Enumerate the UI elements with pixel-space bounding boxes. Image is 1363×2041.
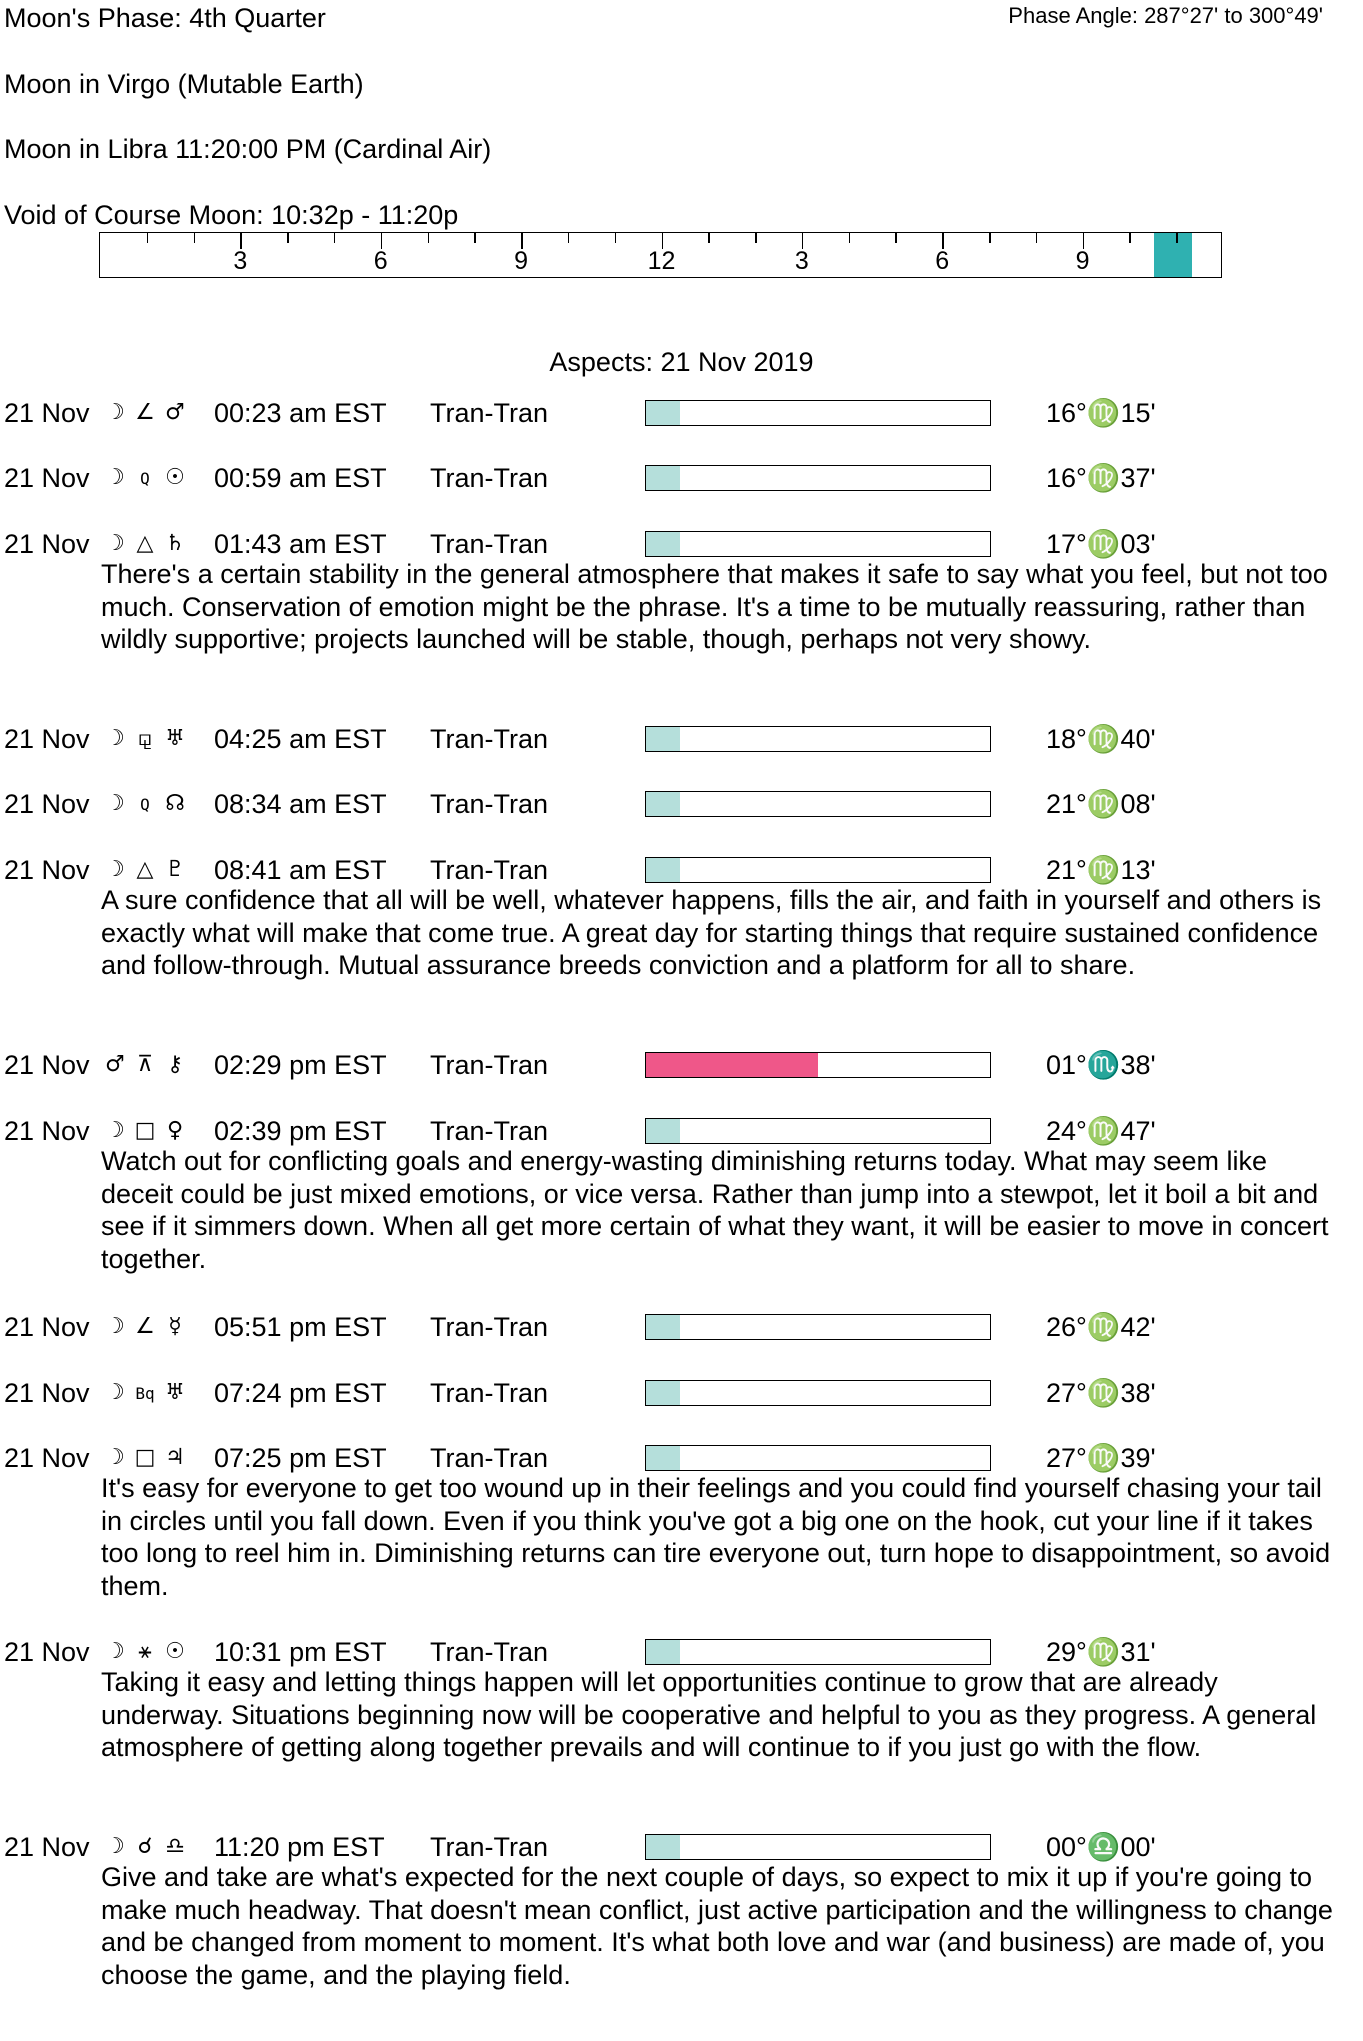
aspect-glyphs	[100, 527, 190, 561]
planet-2-icon: ☉	[165, 465, 185, 490]
aspect-time: 08:41 am EST	[214, 855, 387, 885]
moon-phase: Moon's Phase: 4th Quarter	[4, 3, 326, 33]
aspect-time: 00:23 am EST	[214, 398, 387, 428]
aspect-position: 18°♍40'	[1046, 724, 1156, 754]
timeline-tick	[895, 233, 897, 243]
aspect-position: 00°♎00'	[1046, 1832, 1156, 1862]
aspect-strength-bar	[645, 1118, 991, 1144]
moon-sign: Moon in Virgo (Mutable Earth)	[4, 69, 364, 99]
timeline-tick	[1129, 233, 1131, 243]
aspect-position: 24°♍47'	[1046, 1116, 1156, 1146]
aspect-strength-fill	[646, 532, 680, 556]
aspect-position: 27°♍39'	[1046, 1443, 1156, 1473]
aspect-icon: □	[134, 1118, 156, 1143]
aspect-description: Watch out for conflicting goals and energy-wasting diminishing returns today. What may seem like deceit could be just mixed emotions, or vice versa. Rather than jump into a stewpot, let it boil a bit and see if it simmers down. When all get more certain of what they want, it will be easier to move in concert together.	[101, 1146, 1329, 1275]
aspect-strength-bar	[645, 726, 991, 752]
aspect-strength-bar	[645, 1314, 991, 1340]
aspect-date: 21 Nov	[4, 1116, 90, 1146]
timeline-tick	[194, 233, 196, 243]
aspect-strength-bar	[645, 531, 991, 557]
planet-1-icon: ♂	[105, 1052, 125, 1077]
aspect-icon: ⚹	[138, 1639, 152, 1664]
aspect-type: Tran-Tran	[430, 789, 549, 819]
aspect-icon: Q	[140, 795, 150, 814]
aspect-type: Tran-Tran	[430, 529, 549, 559]
aspect-row	[0, 853, 1363, 887]
aspect-strength-bar	[645, 857, 991, 883]
planet-2-icon: ♀	[166, 1118, 184, 1143]
void-period-block	[1154, 233, 1191, 277]
planet-2-icon: ⚷	[166, 1052, 184, 1077]
aspect-glyphs	[100, 1441, 190, 1475]
aspect-glyphs	[100, 1376, 190, 1411]
timeline-tick	[755, 233, 757, 243]
aspect-strength-fill	[646, 466, 680, 490]
aspect-strength-bar	[645, 465, 991, 491]
timeline-tick-label: 3	[794, 247, 809, 275]
aspect-glyphs	[100, 396, 190, 430]
timeline-tick	[334, 233, 336, 243]
aspect-description: There's a certain stability in the general atmosphere that makes it safe to say what you feel, but not too much. Conservation of emotion might be the phrase. It's a time to be mutually reassuring, rather than wildly supportive; projects launched will be stable, though, perhaps not very showy.	[101, 559, 1328, 655]
aspect-time: 05:51 pm EST	[214, 1312, 387, 1342]
aspect-strength-fill	[646, 1119, 680, 1143]
aspect-row	[0, 1114, 1363, 1148]
timeline-tick-label: 3	[233, 247, 248, 275]
planet-2-icon: ☊	[165, 791, 185, 816]
timeline-tick	[474, 233, 476, 243]
aspect-strength-fill	[646, 727, 680, 751]
aspect-position: 17°♍03'	[1046, 529, 1156, 559]
planet-2-icon: ♂	[165, 400, 185, 425]
aspect-icon: △	[136, 857, 154, 882]
moon-ingress: Moon in Libra 11:20:00 PM (Cardinal Air)	[4, 134, 492, 164]
aspect-time: 08:34 am EST	[214, 789, 387, 819]
aspect-icon: Q	[140, 469, 150, 488]
aspect-glyphs	[100, 787, 190, 822]
aspect-glyphs	[100, 1635, 190, 1669]
aspect-time: 02:39 pm EST	[214, 1116, 387, 1146]
aspect-description: It's easy for everyone to get too wound up in their feelings and you could find yourself chasing your tail in circles until you fall down. Even if you think you've got a big one on the hook, cut your line if it takes too long to reel him in. Diminishing returns can tire everyone out, turn hope to disappointment, so avoid them.	[101, 1473, 1331, 1602]
aspect-row	[0, 1441, 1363, 1475]
aspect-strength-bar	[645, 1445, 991, 1471]
aspect-row	[0, 396, 1363, 430]
aspects-title: Aspects: 21 Nov 2019	[549, 347, 814, 377]
timeline-tick-label: 6	[935, 247, 950, 275]
void-timeline	[99, 232, 1222, 278]
aspect-glyphs	[100, 461, 190, 496]
timeline-tick	[1176, 233, 1178, 243]
aspect-position: 01°♏38'	[1046, 1050, 1156, 1080]
planet-2-icon: ♇	[165, 857, 185, 882]
aspect-time: 07:24 pm EST	[214, 1378, 387, 1408]
aspect-glyphs	[100, 1310, 190, 1344]
aspect-description: Give and take are what's expected for the next couple of days, so expect to mix it up if you're going to make much headway. That doesn't mean conflict, just active participation and the willingness to change and be changed from moment to moment. It's what both love and war (and business) are made of, you choose the game, and the playing field.	[101, 1862, 1333, 1991]
aspect-date: 21 Nov	[4, 855, 90, 885]
aspect-type: Tran-Tran	[430, 1637, 549, 1667]
planet-1-icon: ☽	[105, 531, 125, 556]
planet-1-icon: ☽	[105, 1834, 125, 1859]
aspect-type: Tran-Tran	[430, 724, 549, 754]
planet-1-icon: ☽	[105, 1639, 125, 1664]
aspect-glyphs	[100, 853, 190, 887]
aspect-strength-bar	[645, 1380, 991, 1406]
aspect-date: 21 Nov	[4, 1637, 90, 1667]
aspect-position: 16°♍15'	[1046, 398, 1156, 428]
planet-1-icon: ☽	[105, 726, 125, 751]
aspect-row	[0, 1635, 1363, 1669]
aspect-position: 27°♍38'	[1046, 1378, 1156, 1408]
aspect-description: A sure confidence that all will be well, whatever happens, fills the air, and faith in yourself and others is exactly what will make that come true. A great day for starting things that require sustained confidence and follow-through. Mutual assurance breeds conviction and a platform for all to share.	[101, 885, 1322, 981]
planet-1-icon: ☽	[105, 400, 125, 425]
aspect-time: 04:25 am EST	[214, 724, 387, 754]
aspect-type: Tran-Tran	[430, 1312, 549, 1342]
planet-1-icon: ☽	[105, 1445, 125, 1470]
timeline-tick-label: 6	[373, 247, 388, 275]
planet-1-icon: ☽	[105, 1118, 125, 1143]
planet-1-icon: ☽	[105, 465, 125, 490]
planet-1-icon: ☽	[105, 857, 125, 882]
planet-1-icon: ☽	[105, 791, 125, 816]
aspect-type: Tran-Tran	[430, 1116, 549, 1146]
aspect-icon: ∠	[135, 400, 155, 425]
planet-2-icon: ♄	[165, 531, 185, 556]
aspect-time: 10:31 pm EST	[214, 1637, 387, 1667]
timeline-tick-label: 9	[514, 247, 529, 275]
timeline-tick	[568, 233, 570, 243]
aspect-type: Tran-Tran	[430, 1832, 549, 1862]
aspect-strength-fill	[646, 1053, 818, 1077]
timeline-tick	[708, 233, 710, 243]
aspect-type: Tran-Tran	[430, 1378, 549, 1408]
aspect-position: 16°♍37'	[1046, 463, 1156, 493]
planet-2-icon: ☿	[168, 1314, 182, 1339]
aspect-strength-fill	[646, 401, 680, 425]
aspect-icon: ⚼	[137, 726, 153, 751]
aspect-date: 21 Nov	[4, 1443, 90, 1473]
aspect-strength-bar	[645, 1052, 991, 1078]
aspect-strength-fill	[646, 1640, 680, 1664]
aspect-description: Taking it easy and letting things happen will let opportunities continue to grow that are already underway. Situations beginning now will be cooperative and helpful to you as they progress. A general atmosphere of getting along together prevails and will continue to if you just go with the flow.	[101, 1667, 1317, 1763]
planet-2-icon: ♅	[165, 1380, 185, 1405]
aspect-icon: Bq	[135, 1384, 155, 1403]
aspect-row	[0, 461, 1363, 495]
planet-1-icon: ☽	[105, 1380, 125, 1405]
aspect-date: 21 Nov	[4, 1378, 90, 1408]
aspect-type: Tran-Tran	[430, 1050, 549, 1080]
aspect-strength-fill	[646, 1315, 680, 1339]
aspect-position: 29°♍31'	[1046, 1637, 1156, 1667]
aspect-date: 21 Nov	[4, 1832, 90, 1862]
aspect-strength-bar	[645, 1639, 991, 1665]
aspect-row	[0, 1830, 1363, 1864]
aspect-row	[0, 787, 1363, 821]
aspect-row	[0, 1310, 1363, 1344]
aspect-row	[0, 1048, 1363, 1082]
aspect-type: Tran-Tran	[430, 463, 549, 493]
aspect-type: Tran-Tran	[430, 855, 549, 885]
aspect-date: 21 Nov	[4, 724, 90, 754]
aspect-icon: △	[136, 531, 154, 556]
aspect-strength-bar	[645, 1834, 991, 1860]
aspect-time: 07:25 pm EST	[214, 1443, 387, 1473]
timeline-tick	[1036, 233, 1038, 243]
aspect-row	[0, 527, 1363, 561]
planet-2-icon: ♃	[165, 1445, 185, 1470]
timeline-tick	[428, 233, 430, 243]
aspect-time: 11:20 pm EST	[214, 1832, 385, 1862]
aspect-strength-bar	[645, 400, 991, 426]
timeline-tick-label: 9	[1075, 247, 1090, 275]
planet-2-icon: ☉	[165, 1639, 185, 1664]
planet-2-icon: ♎	[165, 1834, 185, 1859]
aspect-strength-fill	[646, 792, 680, 816]
aspect-time: 01:43 am EST	[214, 529, 387, 559]
aspect-strength-fill	[646, 858, 680, 882]
timeline-tick	[615, 233, 617, 243]
planet-1-icon: ☽	[105, 1314, 125, 1339]
aspect-glyphs	[100, 1114, 190, 1148]
aspect-position: 21°♍08'	[1046, 789, 1156, 819]
aspect-position: 21°♍13'	[1046, 855, 1156, 885]
aspect-position: 26°♍42'	[1046, 1312, 1156, 1342]
aspect-strength-fill	[646, 1835, 680, 1859]
timeline-tick	[147, 233, 149, 243]
aspect-date: 21 Nov	[4, 1050, 90, 1080]
timeline-tick	[989, 233, 991, 243]
timeline-tick	[287, 233, 289, 243]
aspect-glyphs	[100, 722, 190, 756]
aspect-date: 21 Nov	[4, 529, 90, 559]
aspect-strength-fill	[646, 1446, 680, 1470]
aspect-row	[0, 1376, 1363, 1410]
timeline-tick	[849, 233, 851, 243]
aspect-date: 21 Nov	[4, 789, 90, 819]
aspect-strength-fill	[646, 1381, 680, 1405]
aspect-icon: ☌	[137, 1834, 153, 1859]
aspect-icon: ∠	[135, 1314, 155, 1339]
aspect-type: Tran-Tran	[430, 398, 549, 428]
aspect-date: 21 Nov	[4, 1312, 90, 1342]
timeline-tick-label: 12	[647, 247, 676, 275]
aspect-icon: □	[134, 1445, 156, 1470]
aspect-strength-bar	[645, 791, 991, 817]
void-of-course: Void of Course Moon: 10:32p - 11:20p	[4, 200, 459, 230]
aspect-date: 21 Nov	[4, 463, 90, 493]
aspect-glyphs	[100, 1048, 190, 1082]
aspect-icon: ⊼	[136, 1052, 154, 1077]
phase-angle: Phase Angle: 287°27' to 300°49'	[1008, 3, 1323, 28]
aspect-time: 02:29 pm EST	[214, 1050, 387, 1080]
aspect-date: 21 Nov	[4, 398, 90, 428]
planet-2-icon: ♅	[165, 726, 185, 751]
aspect-type: Tran-Tran	[430, 1443, 549, 1473]
aspect-time: 00:59 am EST	[214, 463, 387, 493]
aspect-glyphs	[100, 1830, 190, 1864]
aspect-row	[0, 722, 1363, 756]
